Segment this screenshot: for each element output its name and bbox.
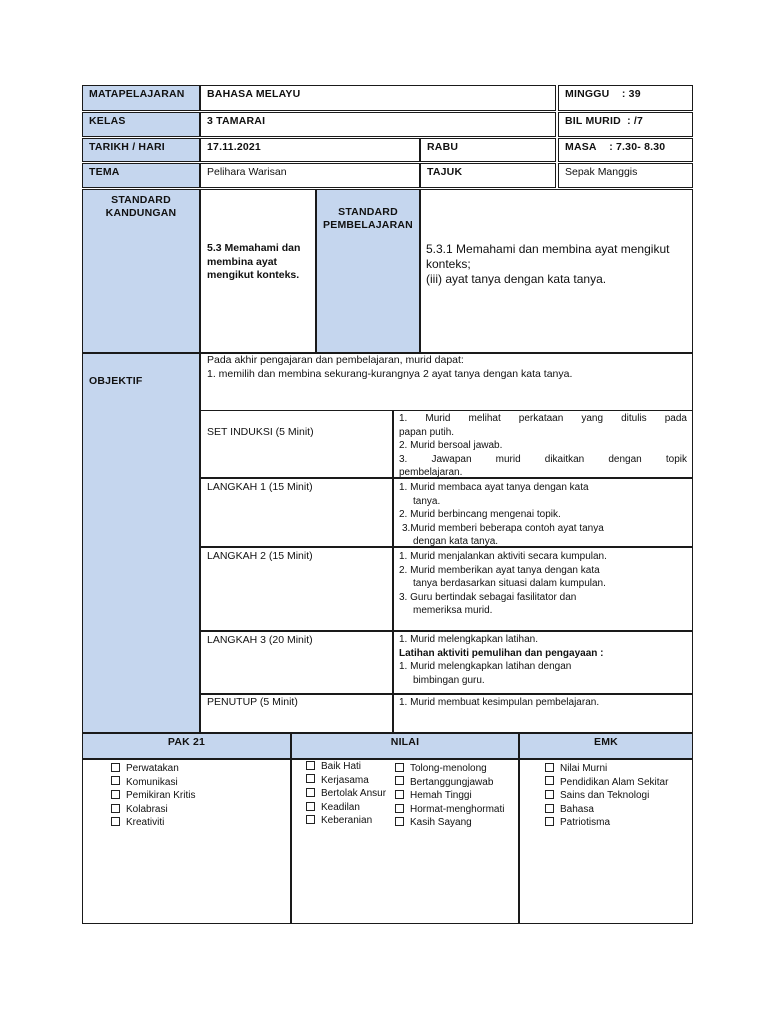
step-label-cell [200,694,393,733]
learning-standard-label-line2: PEMBELAJARAN [323,219,413,231]
learning-standard-line2: (iii) ayat tanya dengan kata tanya. [426,272,607,286]
step-line: papan putih. [399,426,455,438]
checkbox-icon[interactable] [306,788,315,797]
step-content [399,550,687,618]
checklist-label: Pendidikan Alam Sekitar [560,776,669,788]
theme-label: TEMA [82,163,200,188]
learning-standard-cell [420,189,693,353]
step-content-cell [393,694,693,733]
emk-cell [519,759,693,924]
checklist-item[interactable] [395,762,504,776]
step-line: 1. Murid membaca ayat tanya dengan kata [399,482,589,493]
checkbox-icon[interactable] [306,774,315,783]
subject-label: MATAPELAJARAN [82,85,200,111]
step-line: 1. Murid melengkapkan latihan dengan [399,661,572,672]
class-label: KELAS [82,112,200,137]
objective-line2: 1. memilih dan membina sekurang-kurangnya 2 ayat tanya dengan kata tanya. [207,367,573,380]
content-standard-label-line1: STANDARD [111,194,171,206]
checklist-item[interactable] [545,776,668,790]
checklist-item[interactable] [395,816,504,830]
checklist-item[interactable] [395,776,504,790]
step-content [399,633,687,687]
checkbox-icon[interactable] [545,790,554,799]
checklist-item[interactable] [111,762,195,776]
checklist-label: Keadilan [321,801,360,813]
checklist-item[interactable] [545,762,668,776]
students-cell [558,112,693,137]
checklist-item[interactable] [111,803,195,817]
checklist-label: Kolabrasi [126,803,168,815]
checklist-label: Baik Hati [321,761,362,772]
checklist-item[interactable] [306,801,386,815]
pak21-title: PAK 21 [82,733,291,759]
pak21-list [111,762,195,830]
checkbox-icon[interactable] [395,804,404,813]
content-standard-text: 5.3 Memahami dan membina ayat mengikut konteks. [207,242,301,281]
step-line: 1. Murid melengkapkan latihan. [399,634,538,645]
step-label: SET INDUKSI (5 Minit) [207,426,314,438]
checklist-label: Kreativiti [126,817,165,829]
checkbox-icon[interactable] [395,763,404,772]
step-line: bimbingan guru. [413,674,485,686]
step-content [399,696,687,710]
objective-label: OBJEKTIF [82,353,200,733]
content-standard-cell [200,189,316,353]
step-line: 1. Murid melihat perkataan yang ditulis pada [399,413,687,424]
pak21-cell [82,759,291,924]
checklist-label: Kerjasama [321,774,369,786]
checklist-label: Nilai Murni [560,763,608,774]
checkbox-icon[interactable] [111,804,120,813]
step-line: 1. Murid menjalankan aktiviti secara kumpulan. [399,551,607,562]
learning-standard-text [426,242,686,287]
checkbox-icon[interactable] [395,790,404,799]
checkbox-icon[interactable] [111,817,120,826]
step-content [399,481,687,549]
topic-label: TAJUK [420,163,556,188]
checklist-label: Sains dan Teknologi [560,790,650,802]
emk-list [545,762,668,830]
step-line: tanya. [413,495,441,507]
objective-line1: Pada akhir pengajaran dan pembelajaran, murid dapat: [207,354,464,366]
checklist-item[interactable] [111,816,195,830]
checklist-item[interactable] [306,760,386,774]
step-label-cell [200,631,393,694]
checkbox-icon[interactable] [306,761,315,770]
checkbox-icon[interactable] [111,776,120,785]
step-label-cell [200,547,393,631]
nilai-list-col1 [306,760,386,828]
checklist-label: Hemah Tinggi [410,790,472,802]
step-content-cell [393,410,693,478]
checkbox-icon[interactable] [545,763,554,772]
step-line: memeriksa murid. [413,605,493,616]
checklist-label: Bertanggungjawab [410,776,494,788]
checklist-item[interactable] [395,803,504,817]
checkbox-icon[interactable] [545,817,554,826]
week-label: MINGGU [565,88,610,100]
step-line: tanya berdasarkan situasi dalam kumpulan. [413,578,606,589]
learning-standard-label [316,189,420,353]
objective-cell [200,353,693,411]
theme-value: Pelihara Warisan [200,163,420,188]
checklist-label: Patriotisma [560,817,611,829]
students-value: : /7 [627,115,644,127]
time-label: MASA [565,141,597,153]
checkbox-icon[interactable] [306,802,315,811]
date-value: 17.11.2021 [200,138,420,162]
objective-text [207,354,572,381]
checklist-label: Tolong-menolong [410,763,487,774]
time-value: : 7.30- 8.30 [609,141,666,153]
checklist-label: Keberanian [321,815,373,827]
step-line: 2. Murid berbincang mengenai topik. [399,509,561,520]
step-label: LANGKAH 3 (20 Minit) [207,634,313,646]
step-label-cell [200,478,393,547]
checklist-item[interactable] [545,803,668,817]
step-line: 3. Jawapan murid dikaitkan dengan topik [399,453,687,465]
step-content [399,412,687,480]
class-value: 3 TAMARAI [200,112,556,137]
content-standard-label-line2: KANDUNGAN [105,207,177,219]
date-label: TARIKH / HARI [82,138,200,162]
checklist-item[interactable] [545,816,668,830]
step-label: LANGKAH 1 (15 Minit) [207,481,313,493]
emk-title: EMK [519,733,693,759]
topic-value: Sepak Manggis [558,163,693,188]
step-line: Latihan aktiviti pemulihan dan pengayaan : [399,647,604,659]
checkbox-icon[interactable] [111,763,120,772]
checklist-label: Hormat-menghormati [410,803,505,815]
time-cell [558,138,693,162]
step-line: dengan kata tanya. [413,536,499,547]
content-standard-label [82,189,200,353]
step-line: 2. Murid bersoal jawab. [399,440,503,451]
checklist-label: Bahasa [560,803,594,815]
step-line: 1. Murid membuat kesimpulan pembelajaran. [399,697,600,708]
step-content-cell [393,547,693,631]
checklist-label: Kasih Sayang [410,817,472,829]
nilai-list-col2 [395,762,504,830]
checklist-label: Perwatakan [126,763,179,774]
step-line: pembelajaran. [399,467,463,478]
checklist-label: Bertolak Ansur [321,788,387,800]
nilai-title: NILAI [291,733,519,759]
checklist-label: Pemikiran Kritis [126,790,196,802]
step-line: 3. Guru bertindak sebagai fasilitator dan [399,591,577,603]
checkbox-icon[interactable] [545,776,554,785]
step-line: 3.Murid memberi beberapa contoh ayat tanya [402,522,604,534]
checkbox-icon[interactable] [395,817,404,826]
week-cell [558,85,693,111]
checklist-item[interactable] [395,789,504,803]
students-label: BIL MURID [565,115,621,127]
checklist-item[interactable] [545,789,668,803]
step-label: PENUTUP (5 Minit) [207,696,298,708]
step-label-cell [200,410,393,478]
checkbox-icon[interactable] [306,815,315,824]
step-content-cell [393,631,693,694]
step-content-cell [393,478,693,547]
checkbox-icon[interactable] [545,804,554,813]
learning-standard-line1: 5.3.1 Memahami dan membina ayat mengikut konteks; [426,242,670,271]
checklist-item[interactable] [306,787,386,801]
checklist-item[interactable] [111,776,195,790]
checklist-item[interactable] [111,789,195,803]
checkbox-icon[interactable] [395,776,404,785]
day-value: RABU [420,138,556,162]
checklist-item[interactable] [306,814,386,828]
subject-value: BAHASA MELAYU [200,85,556,111]
checklist-item[interactable] [306,774,386,788]
step-line: 2. Murid memberikan ayat tanya dengan kata [399,564,600,576]
week-value: : 39 [621,88,641,100]
checklist-label: Komunikasi [126,776,178,788]
learning-standard-label-line1: STANDARD [338,206,398,218]
nilai-cell [291,759,519,924]
checkbox-icon[interactable] [111,790,120,799]
step-label: LANGKAH 2 (15 Minit) [207,550,313,562]
